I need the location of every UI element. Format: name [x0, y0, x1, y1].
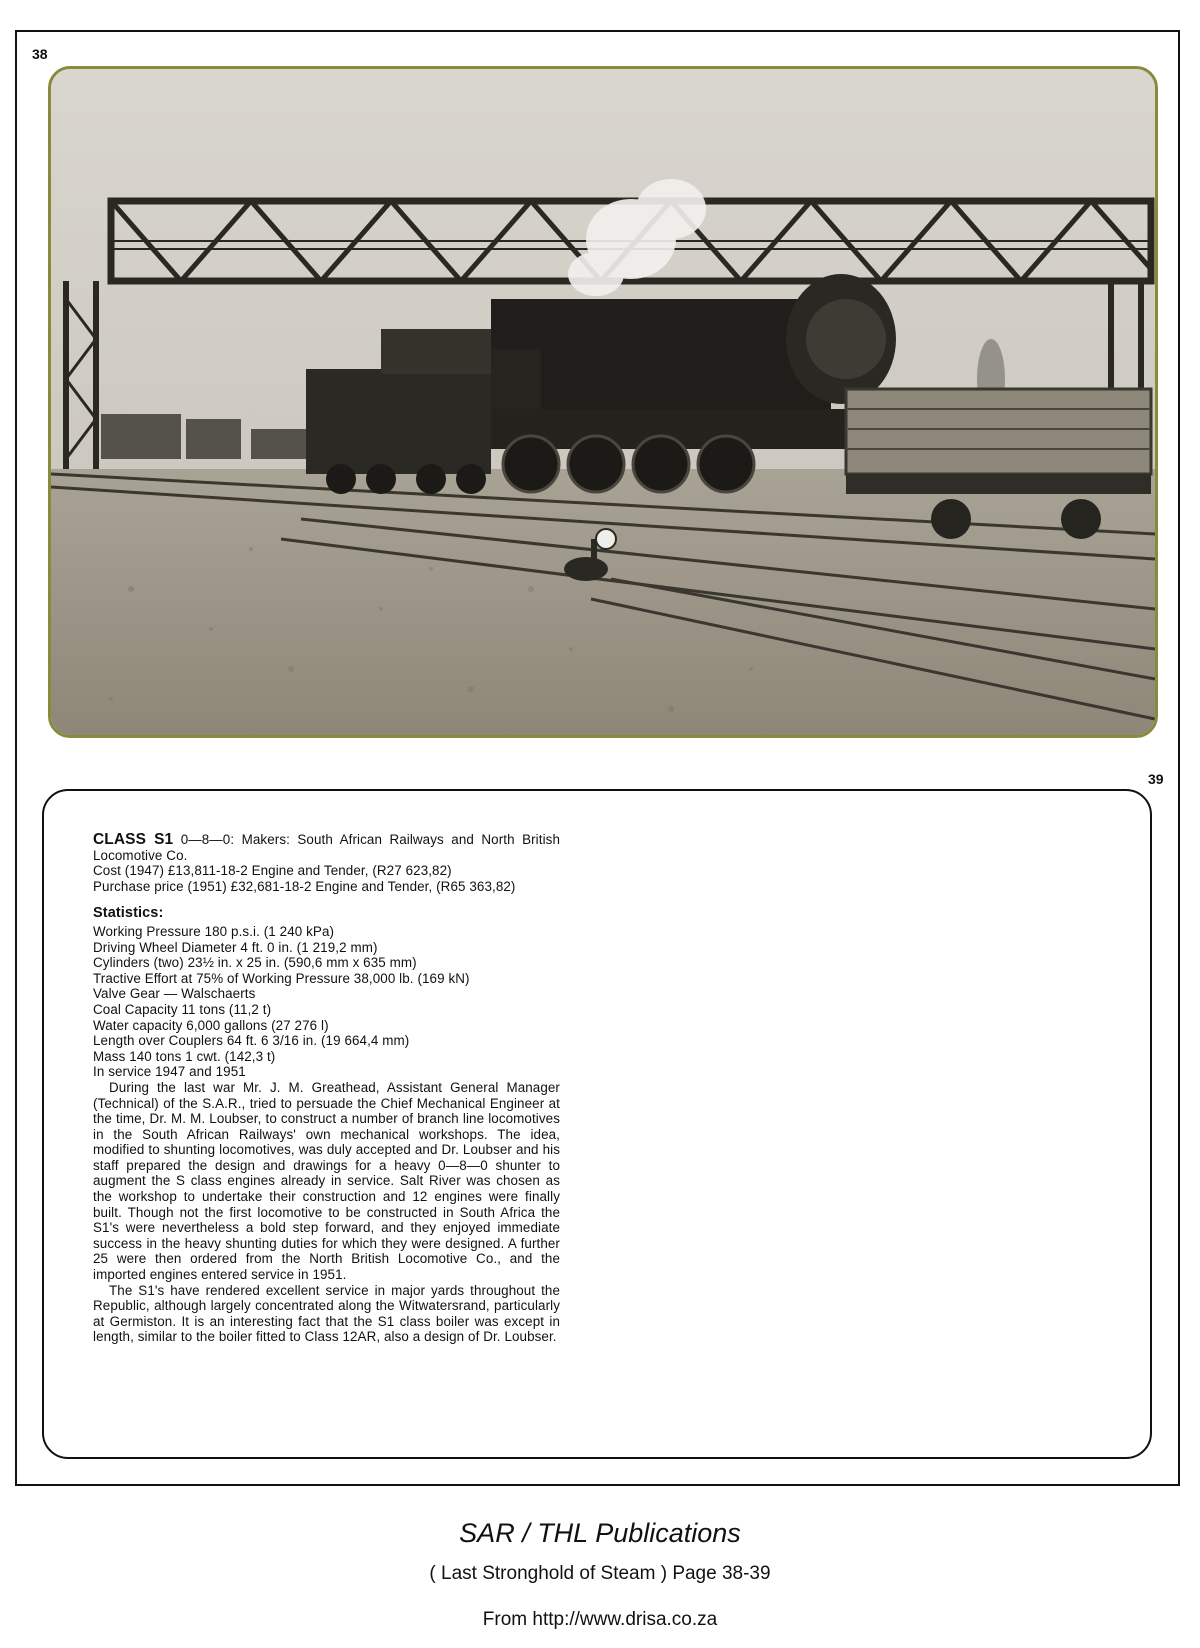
stat-line: Coal Capacity 11 tons (11,2 t) [93, 1001, 272, 1017]
stat-line: Valve Gear — Walschaerts [93, 986, 256, 1002]
footer-subtitle: ( Last Stronghold of Steam ) Page 38-39 [429, 1563, 771, 1584]
class-heading [93, 832, 560, 863]
locomotive-photo [48, 66, 1158, 738]
stat-line: Tractive Effort at 75% of Working Pressure 38,000 lb. (169 kN) [93, 970, 470, 986]
stat-line: Mass 140 tons 1 cwt. (142,3 t) [93, 1048, 276, 1064]
stat-line: Working Pressure 180 p.s.i. (1 240 kPa) [93, 923, 335, 939]
statistics-heading: Statistics: [93, 905, 164, 922]
stat-line: Cylinders (two) 23½ in. x 25 in. (590,6 mm x 635 mm) [93, 955, 417, 971]
stat-line: Driving Wheel Diameter 4 ft. 0 in. (1 219,2 mm) [93, 939, 378, 955]
purchase-line: Purchase price (1951) £32,681-18-2 Engine and Tender, (R65 363,82) [93, 878, 516, 894]
page-number-right: 39 [1148, 771, 1164, 787]
cost-line: Cost (1947) £13,811-18-2 Engine and Tender, (R27 623,82) [93, 863, 452, 879]
body-paragraph-1: During the last war Mr. J. M. Greathead, Assistant General Manager (Technical) of the S.A.R., tried to persuade the Chief Mechanical Engineer at the time, Dr. M. M. Loubser, to construct a number of branch line locomotives in the South African Railways' own mechanical workshops. The idea, modified to shunting locomotives, was duly accepted and Dr. Loubser and his staff prepared the design and drawings for a heavy 0—8—0 shunter to augment the S class engines already in service. Salt River was chosen as the workshop to undertake their construction and 12 engines were finally built. Though not the first locomotive to be constructed in South Africa the S1's were nevertheless a bold step forward, and they enjoyed immediate success in the heavy shunting duties for which they were designed. A further 25 were then ordered from the North British Locomotive Co., and the imported engines entered service in 1951. [93, 1079, 560, 1283]
makers-line: 0—8—0: Makers: South African Railways and North British Locomotive Co. [93, 832, 560, 863]
footer-source: From http://www.drisa.co.za [482, 1609, 718, 1630]
body-paragraph-2: The S1's have rendered excellent service in major yards throughout the Republic, although largely concentrated along the Witwatersrand, particularly at Germiston. It is an interesting fact that the S1 class boiler was except in length, similar to the boiler fitted to Class 12AR, also a design of Dr. Loubser. [93, 1282, 560, 1345]
footer-title: SAR / THL Publications [459, 1518, 741, 1548]
page-number-left: 38 [32, 46, 48, 62]
stat-line: Length over Couplers 64 ft. 6 3/16 in. (19 664,4 mm) [93, 1033, 410, 1049]
stat-line: Water capacity 6,000 gallons (27 276 l) [93, 1017, 329, 1033]
article-text [93, 832, 560, 1345]
class-label: CLASS S1 [93, 831, 174, 848]
stat-line: In service 1947 and 1951 [93, 1064, 246, 1080]
